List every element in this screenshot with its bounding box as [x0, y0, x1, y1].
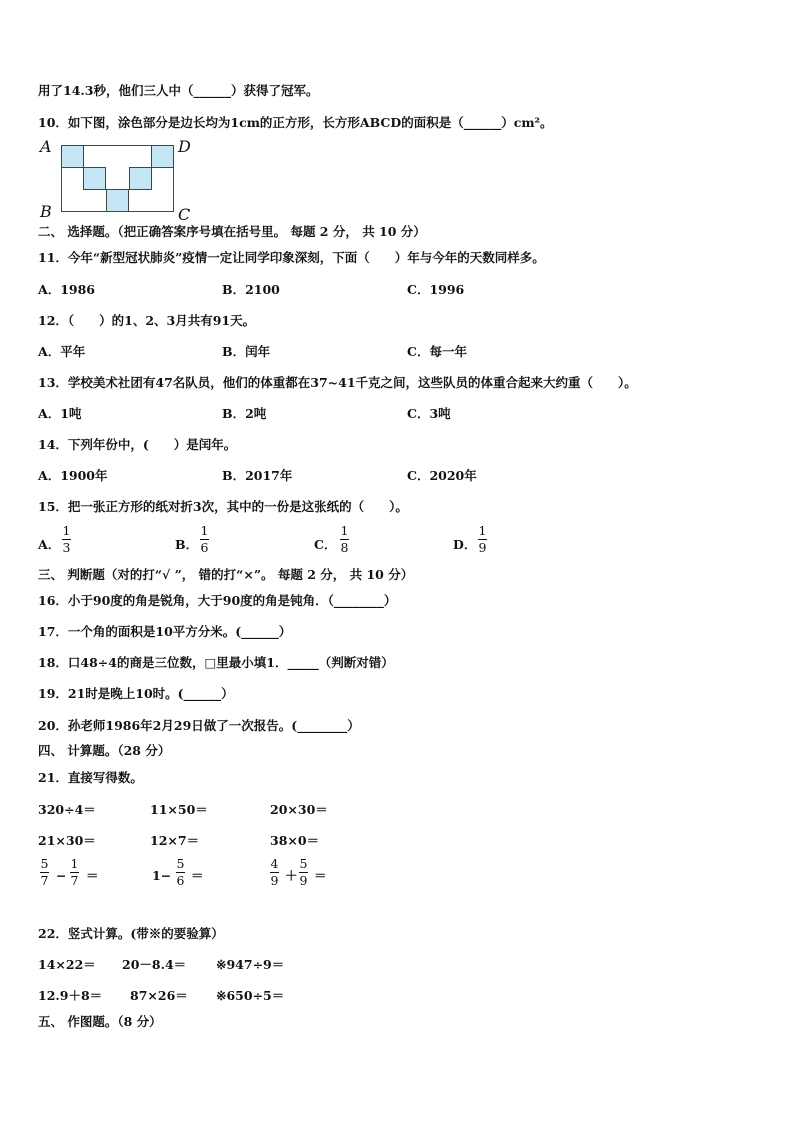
q15-option-a-letter: A． — [38, 537, 61, 552]
fraction: 1 7 — [70, 856, 79, 888]
fraction: 5 9 — [299, 856, 308, 888]
calc-item: 21×30＝ — [38, 833, 96, 848]
shaded-square — [84, 168, 106, 190]
calc-item: 12×7＝ — [150, 833, 200, 848]
calc-item: ※650÷5＝ — [216, 988, 285, 1003]
numerator: 1 — [478, 523, 487, 538]
q13-option-a[interactable]: A．1吨 — [38, 406, 82, 421]
label-c: C — [178, 205, 191, 224]
q15-option-b-letter: B． — [175, 537, 199, 552]
q15-option-c-fraction — [340, 524, 349, 555]
question-16-text: 16．小于90度的角是锐角，大于90度的角是钝角．（________） — [38, 593, 397, 608]
numerator: 1 — [62, 523, 71, 538]
section-5-heading: 五、 作图题。（8 分） — [38, 1014, 162, 1029]
calc-item: 87×26＝ — [130, 988, 188, 1003]
label-b: B — [40, 202, 52, 221]
q15-option-a-fraction — [62, 524, 71, 555]
question-9-continuation: 用了14.3秒，他们三人中（______）获得了冠军。 — [38, 83, 319, 98]
calc-item: 12.9＋8＝ — [38, 988, 103, 1003]
question-17-text: 17．一个角的面积是10平方分米。(______） — [38, 624, 292, 639]
q14-option-b[interactable]: B．2017年 — [222, 468, 293, 483]
calc-item: ※947÷9＝ — [216, 957, 285, 972]
denominator: 3 — [62, 540, 71, 555]
numerator: 1 — [200, 523, 209, 538]
q14-option-c[interactable]: C．2020年 — [407, 468, 477, 483]
numerator: 1 — [340, 523, 349, 538]
operand: 1− — [152, 868, 172, 883]
denominator: 9 — [478, 540, 487, 555]
equals: ＝ — [191, 868, 204, 883]
operator: − — [56, 868, 67, 883]
calc-item: 320÷4＝ — [38, 802, 96, 817]
label-d: D — [178, 137, 191, 156]
q11-option-c[interactable]: C．1996 — [407, 282, 465, 297]
denominator: 8 — [340, 540, 349, 555]
q12-option-c[interactable]: C．每一年 — [407, 344, 467, 359]
q14-option-a[interactable]: A．1900年 — [38, 468, 108, 483]
equals: ＝ — [314, 868, 327, 883]
q15-option-b-fraction — [200, 524, 209, 555]
fraction: 5 6 — [176, 856, 185, 888]
shaded-square — [62, 146, 84, 168]
q12-option-a[interactable]: A．平年 — [38, 344, 86, 359]
question-19-text: 19．21时是晚上10时。(______） — [38, 686, 234, 701]
equals: ＝ — [86, 868, 99, 883]
fraction: 5 7 — [40, 856, 49, 888]
shaded-square — [107, 190, 129, 212]
section-2-heading: 二、 选择题。（把正确答案序号填在括号里。 每题 2 分， 共 10 分） — [38, 224, 426, 239]
shaded-squares-grid — [55, 140, 185, 218]
question-12-text: 12．（ ）的1、2、3月共有91天。 — [38, 313, 256, 328]
shaded-square — [152, 146, 174, 168]
question-22-text: 22．竖式计算。(带※的要验算） — [38, 926, 224, 941]
question-15-text: 15．把一张正方形的纸对折3次，其中的一份是这张纸的（ ）。 — [38, 499, 408, 514]
q15-option-d-fraction — [478, 524, 487, 555]
operator: ＋ — [285, 868, 298, 883]
q13-option-b[interactable]: B．2吨 — [222, 406, 267, 421]
question-14-text: 14．下列年份中，( ）是闰年。 — [38, 437, 237, 452]
calc-item: 20×30＝ — [270, 802, 328, 817]
question-20-text: 20．孙老师1986年2月29日做了一次报告。(________） — [38, 718, 360, 733]
question-10-text: 10．如下图，涂色部分是边长均为1cm的正方形，长方形ABCD的面积是（______）cm²。 — [38, 115, 553, 130]
q15-option-c-letter: C． — [314, 537, 337, 552]
q11-option-a[interactable]: A．1986 — [38, 282, 95, 297]
question-21-text: 21．直接写得数。 — [38, 770, 143, 785]
question-18-text: 18．口48÷4的商是三位数，□里最小填1．_____（判断对错） — [38, 655, 394, 670]
denominator: 6 — [200, 540, 209, 555]
question-13-text: 13．学校美术社团有47名队员，他们的体重都在37~41千克之间，这些队员的体重合起来大约重（ ）。 — [38, 375, 637, 390]
calc-item: 20－8.4＝ — [122, 957, 187, 972]
q12-option-b[interactable]: B．闰年 — [222, 344, 271, 359]
section-4-heading: 四、 计算题。（28 分） — [38, 743, 171, 758]
q15-option-d-letter: D． — [453, 537, 477, 552]
q13-option-c[interactable]: C．3吨 — [407, 406, 451, 421]
calc-item: 11×50＝ — [150, 802, 208, 817]
calc-item: 14×22＝ — [38, 957, 96, 972]
section-3-heading: 三、 判断题（对的打“√ ”， 错的打“×”。 每题 2 分， 共 10 分） — [38, 567, 414, 582]
question-11-text: 11．今年“新型冠状肺炎”疫情一定让同学印象深刻，下面（ ）年与今年的天数同样多。 — [38, 250, 545, 265]
calc-item: 38×0＝ — [270, 833, 320, 848]
label-a: A — [40, 137, 52, 156]
q11-option-b[interactable]: B．2100 — [222, 282, 280, 297]
shaded-square — [130, 168, 152, 190]
fraction: 4 9 — [270, 856, 279, 888]
